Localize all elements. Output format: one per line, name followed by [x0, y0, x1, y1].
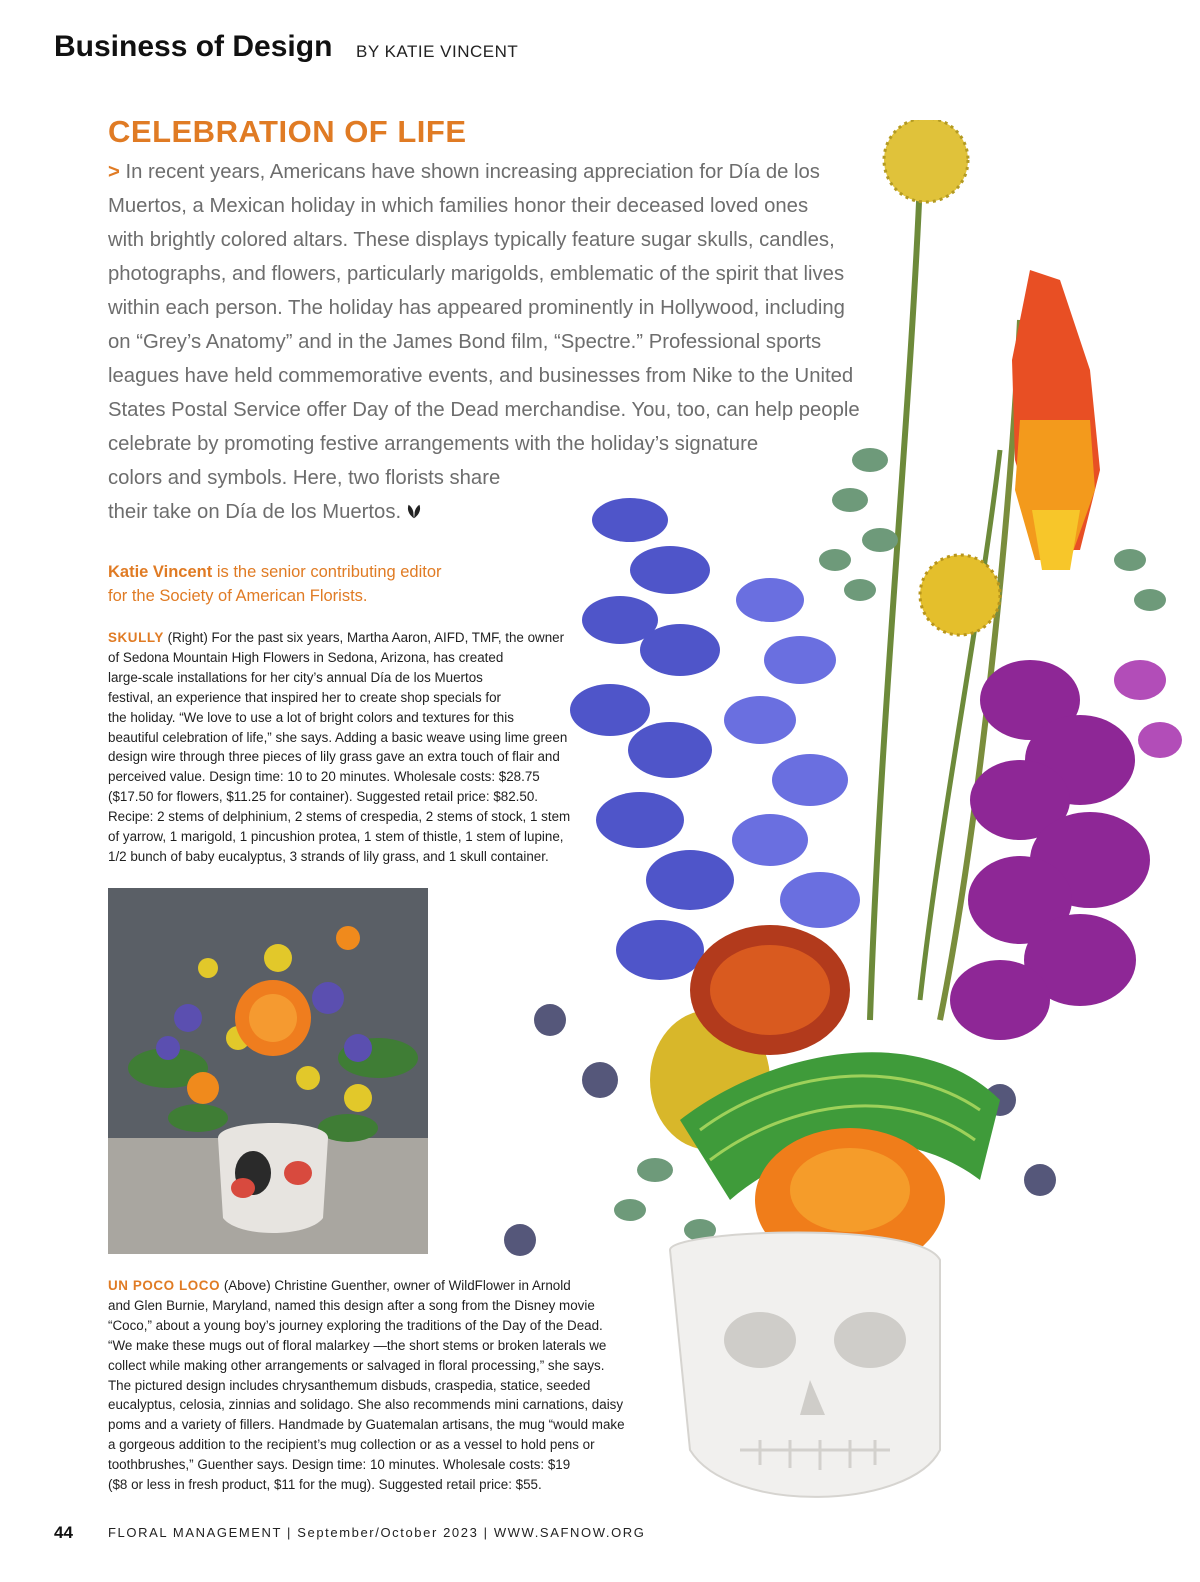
body-line: “Coco,” about a young boy’s journey exploring the traditions of the Day of the Dead. [108, 1317, 603, 1333]
body-line [108, 628, 608, 648]
bio-line [108, 560, 528, 584]
intro-arrow: > [108, 161, 120, 183]
intro-line: with brightly colored altars. These displays typically feature sugar skulls, candles, [108, 229, 835, 251]
intro-line: Muertos, a Mexican holiday in which families honor their deceased loved ones [108, 195, 809, 217]
body-line: the holiday. “We love to use a lot of bright colors and textures for this [108, 709, 514, 725]
end-mark-icon [405, 502, 423, 520]
intro-line: on “Grey’s Anatomy” and in the James Bond film, “Spectre.” Professional sports [108, 331, 822, 353]
body-line: poms and a variety of fillers. Handmade by Guatemalan artisans, the mug “would make [108, 1417, 625, 1433]
body-line: perceived value. Design time: 10 to 20 minutes. Wholesale costs: $28.75 [108, 769, 540, 785]
byline: BY KATIE VINCENT [356, 42, 519, 61]
body-line: large-scale installations for her city’s annual Día de los Muertos [108, 669, 483, 685]
author-bio [108, 560, 528, 608]
page-number: 44 [54, 1523, 73, 1542]
headline: CELEBRATION OF LIFE [108, 114, 467, 149]
body-text: (Above) Christine Guenther, owner of WildFlower in Arnold [220, 1278, 571, 1293]
footer-text: FLORAL MANAGEMENT | September/October 2023 | WWW.SAFNOW.ORG [108, 1525, 646, 1540]
body-line: design wire through three pieces of lily grass gave an extra touch of flair and [108, 749, 560, 765]
body-line: festival, an experience that inspired her to create shop specials for [108, 689, 502, 705]
body-line: ($8 or less in fresh product, $11 for the mug). Suggested retail price: $55. [108, 1477, 542, 1493]
body-line: Recipe: 2 stems of delphinium, 2 stems of crespedia, 2 stems of stock, 1 stem [108, 809, 571, 825]
body-line: “We make these mugs out of floral malarkey —the short stems or broken laterals we [108, 1337, 607, 1353]
body-line: a gorgeous addition to the recipient’s mug collection or as a vessel to hold pens or [108, 1437, 595, 1453]
un-poco-loco-paragraph [108, 1276, 668, 1495]
poco-lead: UN POCO LOCO [108, 1278, 221, 1293]
body-line: 1/2 bunch of baby eucalyptus, 3 strands of lily grass, and 1 skull container. [108, 848, 549, 864]
section-title: Business of Design [54, 30, 333, 63]
skully-lead: SKULLY [108, 630, 164, 645]
body-line: The pictured design includes chrysanthemum disbuds, craspedia, statice, seeded [108, 1377, 591, 1393]
body-line: beautiful celebration of life,” she says. Adding a basic weave using lime green [108, 729, 568, 745]
intro-line: within each person. The holiday has appeared prominently in Hollywood, including [108, 297, 845, 319]
skully-paragraph [108, 628, 608, 867]
body-line: ($17.50 for flowers, $11.25 for container). Suggested retail price: $82.50. [108, 789, 538, 805]
body-text: (Right) For the past six years, Martha Aaron, AIFD, TMF, the owner [163, 630, 565, 645]
intro-text: their take on Día de los Muertos. [108, 501, 402, 523]
intro-line: States Postal Service offer Day of the Dead merchandise. You, too, can help people [108, 399, 860, 421]
body-line: and Glen Burnie, Maryland, named this design after a song from the Disney movie [108, 1297, 595, 1313]
body-line: of Sedona Mountain High Flowers in Sedona, Arizona, has created [108, 649, 504, 665]
intro-line [108, 155, 898, 189]
bio-text: is the senior contributing editor [212, 563, 442, 581]
body-line: toothbrushes,” Guenther says. Design time: 10 minutes. Wholesale costs: $19 [108, 1457, 571, 1473]
intro-paragraph [108, 155, 898, 529]
intro-line: colors and symbols. Here, two florists share [108, 467, 501, 489]
bio-line: for the Society of American Florists. [108, 587, 368, 605]
intro-text: In recent years, Americans have shown increasing appreciation for Día de los [125, 161, 820, 183]
intro-line: celebrate by promoting festive arrangements with the holiday’s signature [108, 433, 759, 455]
body-line: of yarrow, 1 marigold, 1 pincushion protea, 1 stem of thistle, 1 stem of lupine, [108, 829, 564, 845]
body-line: eucalyptus, celosia, zinnias and solidago. She also recommends mini carnations, daisy [108, 1397, 624, 1413]
intro-line: photographs, and flowers, particularly marigolds, emblematic of the spirit that lives [108, 263, 845, 285]
skull-mug-photo [108, 888, 428, 1254]
intro-line: leagues have held commemorative events, and businesses from Nike to the United [108, 365, 854, 387]
body-line: collect while making other arrangements or salvaged in floral processing,” she says. [108, 1357, 605, 1373]
body-line [108, 1276, 668, 1296]
intro-line [108, 495, 898, 529]
author-name: Katie Vincent [108, 563, 213, 581]
